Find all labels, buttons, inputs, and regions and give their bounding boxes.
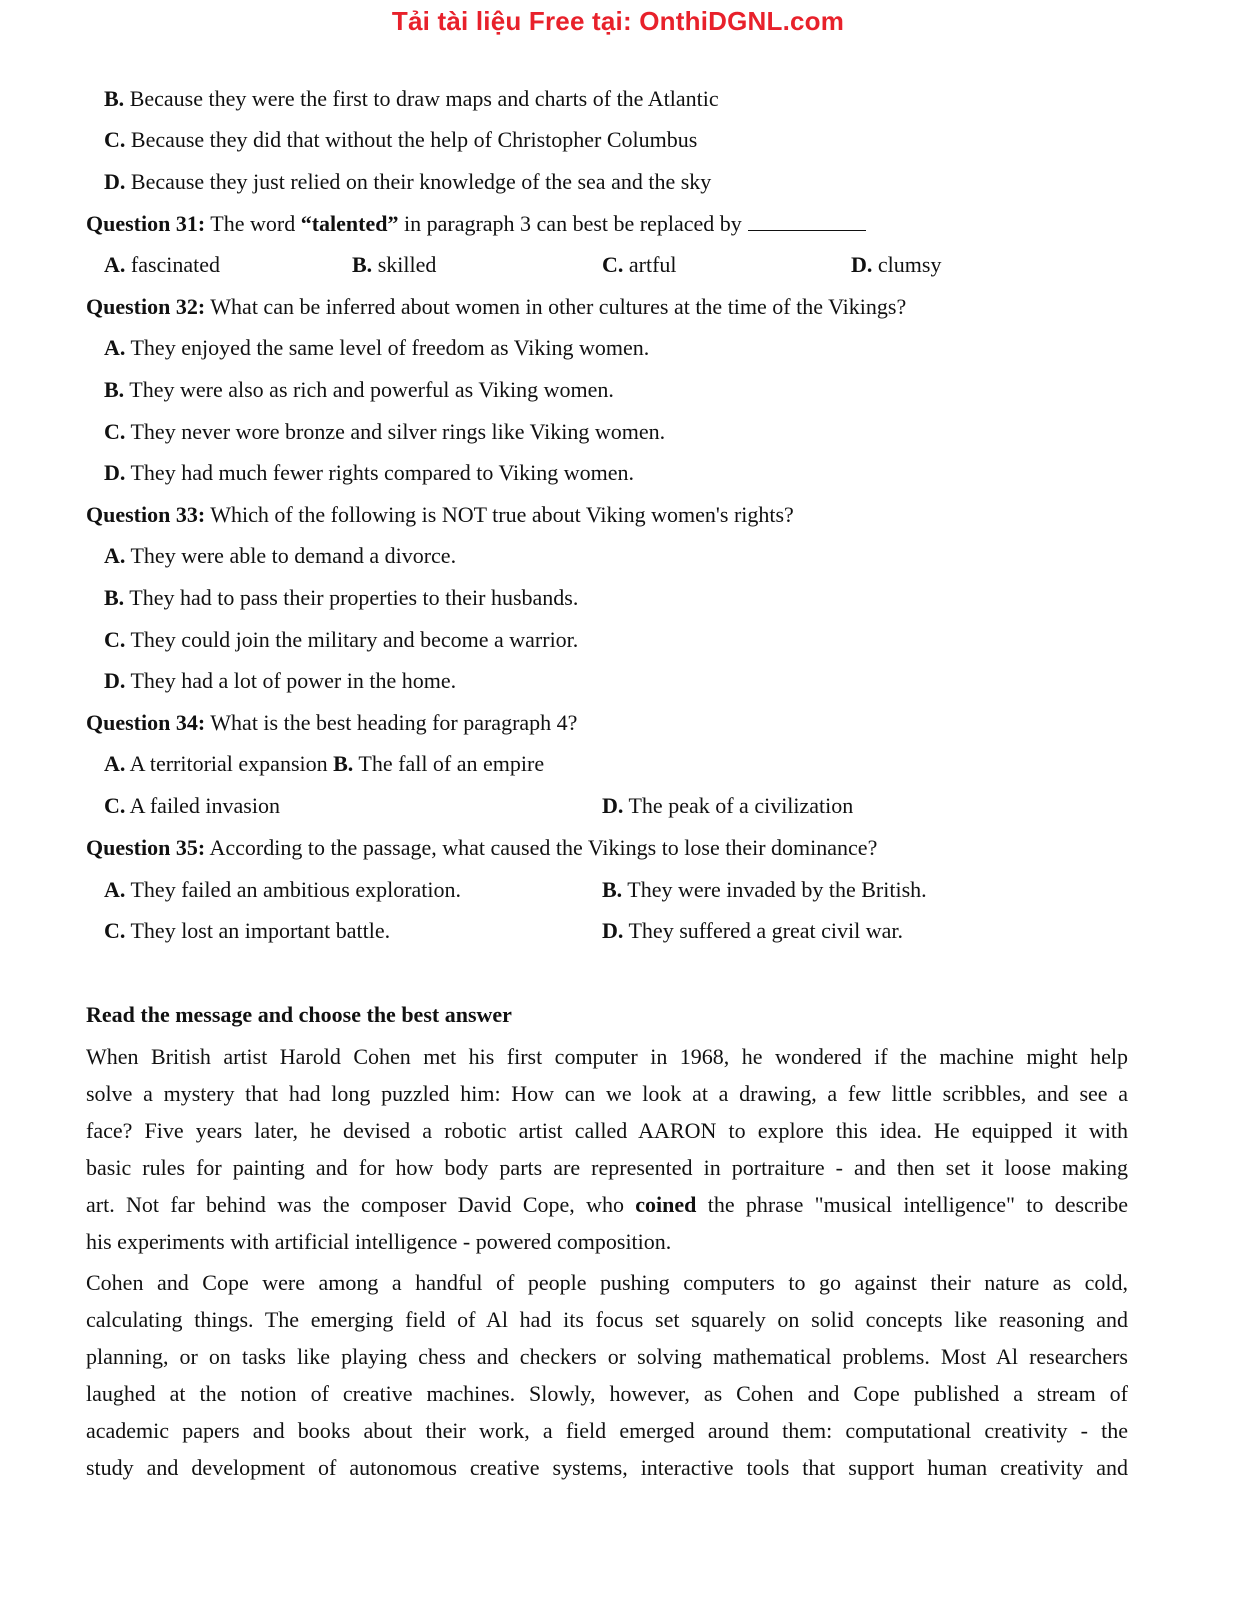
question-33	[86, 500, 794, 530]
option-label: D.	[104, 169, 126, 194]
q35-option-d	[602, 916, 903, 946]
option-text: They enjoyed the same level of freedom as Viking women.	[125, 335, 650, 360]
option-text: They were able to demand a divorce.	[125, 543, 457, 568]
option-label: D.	[602, 793, 624, 818]
question-text: in paragraph 3 can best be replaced by	[398, 211, 742, 236]
paragraph-text: art. Not far behind was the composer David Cope, who	[86, 1192, 636, 1217]
question-label: Question 31:	[86, 211, 206, 236]
option-text: clumsy	[872, 252, 942, 277]
option-text: They never wore bronze and silver rings like Viking women.	[125, 419, 666, 444]
q32-option-b	[104, 375, 614, 405]
option-text: Because they just relied on their knowledge of the sea and the sky	[125, 169, 712, 194]
option-text: They were invaded by the British.	[622, 877, 927, 902]
q32-option-d	[104, 458, 634, 488]
paragraph-line: face? Five years later, he devised a robotic artist called AARON to explore this idea. He equipped it with	[86, 1118, 1128, 1143]
q35-option-a	[104, 875, 461, 905]
reading-heading: Read the message and choose the best answer	[86, 1002, 512, 1027]
option-text: They lost an important battle.	[125, 918, 391, 943]
option-label: D.	[104, 668, 126, 693]
option-label: B.	[602, 877, 623, 902]
q35-option-c	[104, 916, 390, 946]
q35-option-b	[602, 875, 927, 905]
q31-option-b	[352, 250, 436, 280]
paragraph-line: Cohen and Cope were among a handful of people pushing computers to go against their nature as cold,	[86, 1270, 1128, 1295]
option-label: A.	[104, 335, 126, 360]
q32-option-c	[104, 417, 665, 447]
q34-option-a-b	[104, 749, 544, 779]
paragraph-line: laughed at the notion of creative machines. Slowly, however, as Cohen and Cope published a stream of	[86, 1381, 1128, 1406]
q30-option-c	[104, 125, 697, 155]
option-label: C.	[104, 918, 126, 943]
option-label: B.	[333, 751, 354, 776]
q32-option-a	[104, 333, 649, 363]
q30-option-b	[104, 84, 719, 114]
option-text: The peak of a civilization	[623, 793, 854, 818]
question-label: Question 33:	[86, 502, 206, 527]
option-text: fascinated	[125, 252, 221, 277]
question-label: Question 35:	[86, 835, 206, 860]
option-label: C.	[104, 127, 126, 152]
question-text: According to the passage, what caused the Vikings to lose their dominance?	[205, 835, 878, 860]
q33-option-b	[104, 583, 578, 613]
question-label: Question 34:	[86, 710, 206, 735]
question-text: What is the best heading for paragraph 4?	[205, 710, 578, 735]
option-text: The fall of an empire	[353, 751, 545, 776]
option-label: D.	[851, 252, 873, 277]
question-35	[86, 833, 877, 863]
question-text: Which of the following is NOT true about Viking women's rights?	[205, 502, 794, 527]
option-text: They could join the military and become a warrior.	[125, 627, 579, 652]
option-label: C.	[104, 627, 126, 652]
paragraph-line: When British artist Harold Cohen met his first computer in 1968, he wondered if the machine might help	[86, 1044, 1128, 1069]
question-keyword: “talented”	[300, 211, 399, 236]
question-31	[86, 209, 866, 239]
option-text: They had much fewer rights compared to Viking women.	[125, 460, 635, 485]
site-banner[interactable]: Tải tài liệu Free tại: OnthiDGNL.com	[391, 6, 845, 36]
option-label: C.	[104, 419, 126, 444]
option-label: D.	[104, 460, 126, 485]
option-text: Because they were the first to draw maps and charts of the Atlantic	[124, 86, 719, 111]
option-label: C.	[602, 252, 624, 277]
answer-blank	[748, 212, 866, 231]
option-text: Because they did that without the help of Christopher Columbus	[125, 127, 698, 152]
paragraph-line	[86, 1186, 1128, 1223]
question-label: Question 32:	[86, 294, 206, 319]
q34-option-d	[602, 791, 853, 821]
option-label: A.	[104, 252, 126, 277]
q31-option-d	[851, 250, 941, 280]
option-label: B.	[104, 585, 125, 610]
q31-option-c	[602, 250, 677, 280]
keyword-coined: coined	[635, 1192, 697, 1217]
option-text: They failed an ambitious exploration.	[125, 877, 462, 902]
option-label: A.	[104, 877, 126, 902]
option-text: A territorial expansion	[125, 751, 334, 776]
option-text: They had a lot of power in the home.	[125, 668, 457, 693]
q31-option-a	[104, 250, 220, 280]
paragraph-line: academic papers and books about their work, a field emerged around them: computational creativity - the	[86, 1418, 1128, 1443]
question-34	[86, 708, 577, 738]
question-text: What can be inferred about women in other cultures at the time of the Vikings?	[205, 294, 907, 319]
option-text: They suffered a great civil war.	[623, 918, 903, 943]
option-label: A.	[104, 751, 126, 776]
option-label: C.	[104, 793, 126, 818]
paragraph-line: study and development of autonomous creative systems, interactive tools that support human creativity and	[86, 1455, 1128, 1480]
option-label: B.	[352, 252, 373, 277]
q33-option-a	[104, 541, 456, 571]
paragraph-line: basic rules for painting and for how body parts are represented in portraiture - and then set it loose making	[86, 1155, 1128, 1180]
q33-option-c	[104, 625, 578, 655]
reading-paragraph-1	[86, 1038, 1128, 1260]
option-text: A failed invasion	[125, 793, 280, 818]
option-text: They had to pass their properties to their husbands.	[124, 585, 579, 610]
paragraph-line: calculating things. The emerging field of Al had its focus set squarely on solid concepts like reasoning and	[86, 1307, 1128, 1332]
q33-option-d	[104, 666, 456, 696]
option-text: They were also as rich and powerful as Viking women.	[124, 377, 614, 402]
option-label: B.	[104, 377, 125, 402]
option-text: artful	[623, 252, 677, 277]
paragraph-line: solve a mystery that had long puzzled him: How can we look at a drawing, a few little scribbles, and see a	[86, 1081, 1128, 1106]
question-text: The word	[205, 211, 301, 236]
q30-option-d	[104, 167, 711, 197]
paragraph-text: the phrase "musical intelligence" to describe	[696, 1192, 1128, 1217]
option-text: skilled	[372, 252, 437, 277]
question-32	[86, 292, 906, 322]
option-label: D.	[602, 918, 624, 943]
q34-option-c	[104, 791, 280, 821]
paragraph-line: his experiments with artificial intelligence - powered composition.	[86, 1229, 672, 1254]
reading-paragraph-2	[86, 1264, 1128, 1486]
paragraph-line: planning, or on tasks like playing chess and checkers or solving mathematical problems. Most Al researchers	[86, 1344, 1128, 1369]
option-label: B.	[104, 86, 125, 111]
option-label: A.	[104, 543, 126, 568]
